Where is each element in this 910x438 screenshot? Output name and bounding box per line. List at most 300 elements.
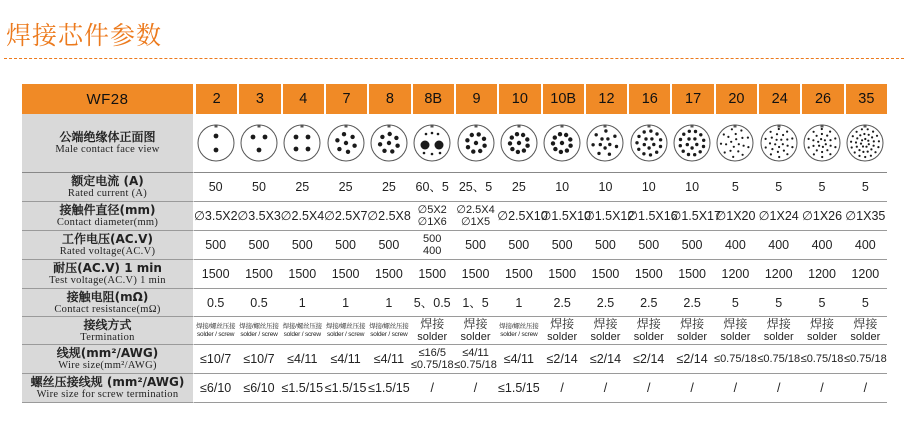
- contact-pin: [872, 131, 874, 133]
- value-text: ≤0.75/18: [800, 353, 844, 365]
- value-text: ≤1.5/15: [498, 381, 540, 395]
- value-cell: [670, 173, 713, 202]
- value-text: ∅1X24: [758, 209, 799, 223]
- contact-pin: [481, 137, 485, 141]
- value-cell: [584, 374, 627, 403]
- value-cell: [844, 374, 887, 403]
- contact-pin: [688, 130, 691, 133]
- contact-pin: [829, 131, 831, 133]
- contact-pin: [812, 145, 814, 147]
- value-cell: [367, 374, 410, 403]
- value-text: ∅5X2: [417, 204, 447, 216]
- contact-pin: [251, 135, 256, 140]
- contact-pin: [733, 146, 735, 148]
- contact-pin: [850, 141, 852, 143]
- contact-pin: [817, 141, 819, 143]
- row-label-zh: 接触件直径(mm): [59, 203, 156, 217]
- value-text: 400: [811, 238, 833, 252]
- column-header: 26: [800, 84, 843, 114]
- value-text: ≤6/10: [243, 381, 275, 395]
- contact-pin: [736, 138, 738, 140]
- contact-pin: [395, 144, 399, 148]
- contact-pin: [764, 146, 766, 148]
- value-cell: [670, 374, 713, 403]
- contact-pin: [826, 149, 828, 151]
- value-cell: [757, 345, 800, 374]
- contact-pin: [825, 143, 827, 145]
- contact-face-diagram: [715, 123, 755, 163]
- value-text: 焊接: [853, 317, 878, 331]
- contact-pin: [435, 141, 444, 150]
- value-text: /: [820, 381, 824, 395]
- contact-pin: [702, 145, 705, 148]
- contact-pin: [822, 146, 824, 148]
- value-text: ∅3.5X3: [237, 209, 281, 223]
- value-cell: [757, 231, 800, 260]
- value-text: 焊接: [680, 317, 705, 331]
- contact-pin: [778, 156, 780, 158]
- contact-pin: [644, 137, 647, 140]
- contact-face-diagram: [759, 123, 799, 163]
- value-cell: [627, 173, 670, 202]
- value-cell: [454, 374, 497, 403]
- value-text: 1200: [808, 267, 836, 281]
- value-cell: [454, 173, 497, 202]
- value-cell: [844, 317, 887, 345]
- value-cell: [237, 374, 280, 403]
- value-cell: [800, 260, 843, 289]
- value-text: solder / screw: [283, 330, 321, 338]
- contact-pin: [821, 156, 823, 158]
- row-label: [22, 173, 194, 202]
- column-header: 7: [324, 84, 367, 114]
- value-cell: [454, 289, 497, 317]
- contact-pin: [724, 151, 726, 153]
- value-cell: [367, 231, 410, 260]
- value-cell: [411, 260, 454, 289]
- contact-pin: [851, 146, 853, 148]
- contact-pin: [352, 144, 356, 148]
- row-diameter: [22, 202, 887, 231]
- contact-pin: [510, 147, 514, 151]
- value-cell: [281, 173, 324, 202]
- value-text: ∅1.5X10: [540, 209, 592, 223]
- contact-pin: [560, 141, 564, 145]
- contact-pin: [421, 141, 430, 150]
- value-text: ≤4/11: [330, 352, 361, 366]
- value-cell: [281, 231, 324, 260]
- row-test: [22, 260, 887, 289]
- row-label: [22, 289, 194, 317]
- model-cell: WF28: [22, 84, 194, 114]
- value-cell: [627, 231, 670, 260]
- contact-pin: [553, 147, 557, 151]
- value-text: 400: [854, 238, 876, 252]
- value-text: 25、5: [458, 180, 493, 194]
- value-text: 5: [775, 295, 783, 310]
- value-cell: [281, 374, 324, 403]
- value-text: ∅1.5X17: [670, 209, 721, 223]
- value-cell: [757, 260, 800, 289]
- contact-pin: [826, 135, 828, 137]
- value-text: ≤0.75/18: [843, 353, 887, 365]
- value-cell: [367, 173, 410, 202]
- value-text: ≤10/7: [243, 352, 275, 366]
- row-label-zh: 接线方式: [83, 317, 132, 332]
- contact-pin: [834, 137, 836, 139]
- value-text: ∅1X35: [845, 209, 886, 223]
- value-text: ≤2/14: [676, 352, 708, 366]
- contact-pin: [599, 143, 602, 146]
- value-text: 25: [295, 180, 310, 194]
- value-cell: [541, 231, 584, 260]
- value-cell: [281, 345, 324, 374]
- contact-pin: [343, 141, 347, 145]
- contact-pin: [775, 139, 777, 141]
- value-cell: [584, 289, 627, 317]
- column-header: 20: [714, 84, 757, 114]
- spec-table-container: [22, 84, 887, 403]
- value-text: solder / screw: [326, 330, 365, 338]
- value-cell: [670, 289, 713, 317]
- value-text: ≤4/11: [373, 352, 405, 366]
- value-cell: [627, 345, 670, 374]
- contact-pin: [862, 145, 864, 147]
- contact-pin: [865, 138, 867, 140]
- contact-pin: [725, 143, 727, 145]
- value-text: 5、0.5: [413, 295, 451, 310]
- contact-pin: [742, 137, 744, 139]
- contact-pin: [380, 135, 384, 139]
- value-cell: [237, 202, 280, 231]
- contact-pin: [652, 143, 655, 146]
- contact-pin: [738, 143, 740, 145]
- value-text: 1500: [504, 267, 533, 281]
- contact-pin: [394, 136, 398, 140]
- face-view-cell: [627, 114, 670, 173]
- contact-pin: [476, 132, 480, 136]
- value-cell: [454, 202, 497, 231]
- value-text: 焊接: [810, 317, 835, 331]
- value-text: ≤2/14: [546, 352, 578, 366]
- row-label-en: Wire size for screw termination: [36, 389, 179, 400]
- value-cell: [281, 317, 324, 345]
- contact-pin: [508, 141, 512, 145]
- value-cell: [237, 260, 280, 289]
- face-view-cell: [541, 114, 584, 173]
- contact-pin: [694, 130, 697, 133]
- row-label: [22, 260, 194, 289]
- contact-pin: [650, 137, 653, 140]
- contact-pin: [614, 135, 617, 138]
- contact-pin: [350, 135, 354, 139]
- value-cell: [714, 202, 757, 231]
- contact-pin: [509, 135, 513, 139]
- contact-pin: [431, 153, 434, 156]
- contact-pin: [861, 128, 863, 130]
- contact-pin: [635, 141, 638, 144]
- value-cell: [194, 345, 237, 374]
- contact-pin: [565, 148, 569, 152]
- contact-pin: [482, 144, 486, 148]
- contact-pin: [553, 135, 557, 139]
- value-text: ≤1.5/15: [281, 381, 324, 395]
- value-text: 焊接: [593, 317, 618, 331]
- value-text: 焊接: [723, 317, 748, 331]
- value-text: ∅2.5X4: [280, 209, 325, 223]
- value-text: solder: [850, 331, 881, 343]
- value-cell: [324, 231, 367, 260]
- row-label-en: Male contact face view: [55, 144, 160, 155]
- value-text: 0.5: [206, 295, 225, 310]
- value-cell: [194, 173, 237, 202]
- value-text: 焊接/螺丝压接: [369, 322, 409, 330]
- contact-pin: [769, 131, 771, 133]
- column-header: 8: [367, 84, 410, 114]
- contact-pin: [515, 132, 519, 136]
- row-label: [22, 231, 194, 260]
- value-text: 2.5: [553, 295, 571, 310]
- face-view-cell: [800, 114, 843, 173]
- contact-pin: [821, 151, 823, 153]
- contact-pin: [431, 132, 434, 135]
- contact-pin: [786, 131, 788, 133]
- contact-pin: [655, 132, 658, 135]
- value-cell: [324, 260, 367, 289]
- row-label: [22, 345, 194, 374]
- contact-pin: [568, 137, 572, 141]
- contact-pin: [731, 128, 733, 130]
- contact-pin: [473, 141, 477, 145]
- value-cell: [497, 345, 540, 374]
- contact-pin: [378, 142, 382, 146]
- row-label-en: Contact diameter(mm): [56, 217, 159, 228]
- value-text: 2.5: [683, 295, 701, 310]
- value-text: 1500: [591, 267, 620, 281]
- contact-face-diagram: [456, 123, 496, 163]
- column-header: 12: [584, 84, 627, 114]
- contact-pin: [776, 133, 778, 135]
- value-cell: [454, 260, 497, 289]
- contact-pin: [469, 133, 473, 137]
- value-text: 5: [818, 180, 826, 194]
- value-text: 400: [768, 238, 790, 252]
- value-cell: [497, 289, 540, 317]
- value-text: 1500: [288, 267, 317, 281]
- contact-face-diagram: [802, 123, 842, 163]
- value-cell: [800, 374, 843, 403]
- contact-pin: [564, 133, 568, 137]
- value-text: 500: [465, 238, 486, 252]
- value-text: 10: [641, 180, 656, 194]
- contact-face-diagram: [239, 123, 279, 163]
- value-text: 500: [291, 238, 313, 252]
- value-cell: [714, 345, 757, 374]
- contact-pin: [213, 134, 218, 139]
- value-text: 5: [861, 295, 869, 310]
- contact-pin: [876, 135, 878, 137]
- contact-pin: [859, 149, 861, 151]
- contact-pin: [559, 150, 563, 154]
- column-header: 10B: [541, 84, 584, 114]
- row-label: [22, 374, 194, 403]
- value-cell: [757, 289, 800, 317]
- contact-pin: [686, 143, 689, 146]
- value-cell: [670, 260, 713, 289]
- value-cell: [584, 231, 627, 260]
- contact-pin: [786, 153, 788, 155]
- value-text: ∅1X5: [460, 216, 491, 228]
- value-cell: [714, 374, 757, 403]
- row-label-zh: 线规(mm²/AWG): [56, 346, 159, 360]
- value-cell: [541, 345, 584, 374]
- contact-pin: [465, 138, 469, 142]
- contact-pin: [695, 143, 698, 146]
- value-cell: [714, 289, 757, 317]
- contact-pin: [867, 151, 869, 153]
- value-text: 25: [338, 180, 353, 194]
- value-cell: [714, 231, 757, 260]
- column-header: 17: [670, 84, 713, 114]
- contact-pin: [423, 152, 426, 155]
- contact-pin: [830, 145, 832, 147]
- value-text: 1500: [245, 267, 273, 281]
- value-text: 5: [731, 180, 739, 194]
- value-cell: [583, 202, 635, 231]
- value-cell: [670, 317, 713, 345]
- value-cell: [324, 202, 367, 231]
- value-text: ≤2/14: [589, 352, 622, 366]
- value-text: 25: [381, 180, 396, 194]
- value-cell: [757, 202, 800, 231]
- value-text: /: [560, 381, 564, 395]
- contact-pin: [856, 131, 858, 133]
- row-label: [22, 114, 194, 173]
- contact-pin: [649, 129, 652, 132]
- contact-pin: [733, 156, 735, 158]
- value-text: solder: [720, 331, 751, 343]
- value-text: ≤4/11: [462, 347, 489, 359]
- contact-pin: [829, 139, 831, 141]
- value-text: solder / screw: [370, 330, 408, 338]
- value-cell: [541, 374, 584, 403]
- contact-pin: [857, 137, 859, 139]
- row-label-zh: 工作电压(AC.V): [62, 232, 153, 246]
- contact-pin: [769, 142, 771, 144]
- row-label-en: Rated voltage(AC.V): [59, 246, 156, 257]
- face-view-cell: [584, 114, 627, 173]
- contact-pin: [649, 153, 652, 156]
- contact-pin: [608, 153, 611, 156]
- value-cell: [411, 202, 454, 231]
- contact-pin: [870, 155, 872, 157]
- value-text: solder: [677, 331, 708, 343]
- row-label-zh: 螺丝压接线规 (mm²/AWG): [30, 375, 185, 389]
- value-text: 1500: [678, 267, 706, 281]
- value-text: ≤0.75/18: [410, 359, 454, 371]
- value-text: solder: [590, 331, 621, 343]
- contact-pin: [738, 150, 740, 152]
- contact-pin: [821, 128, 823, 130]
- contact-pin: [693, 153, 696, 156]
- row-resistance: [22, 289, 887, 317]
- row-wire: [22, 345, 887, 374]
- value-text: 10: [555, 180, 570, 194]
- value-cell: [237, 289, 280, 317]
- spec-table: [22, 84, 887, 403]
- contact-pin: [345, 150, 349, 154]
- column-header: 3: [237, 84, 280, 114]
- value-cell: [281, 260, 324, 289]
- value-text: 400: [423, 245, 442, 257]
- contact-pin: [642, 130, 645, 133]
- contact-pin: [748, 146, 750, 148]
- value-cell: [411, 289, 454, 317]
- value-text: 5: [818, 295, 826, 310]
- value-cell: [584, 260, 627, 289]
- value-text: 500: [681, 238, 703, 252]
- contact-pin: [720, 143, 722, 145]
- value-text: ≤10/7: [200, 352, 232, 366]
- contact-pin: [437, 133, 440, 136]
- column-header: 8B: [411, 84, 454, 114]
- contact-pin: [743, 145, 745, 147]
- value-text: 500: [551, 238, 573, 252]
- row-termination: [22, 317, 887, 345]
- contact-pin: [780, 139, 782, 141]
- contact-pin: [655, 151, 658, 154]
- contact-pin: [690, 146, 693, 149]
- contact-pin: [859, 155, 861, 157]
- value-text: 焊接: [550, 317, 575, 331]
- contact-face-diagram: [629, 123, 669, 163]
- contact-pin: [682, 133, 685, 136]
- value-cell: [497, 317, 540, 345]
- contact-pin: [607, 137, 610, 140]
- value-text: 焊接: [636, 317, 661, 331]
- face-view-cell: [194, 114, 237, 173]
- value-cell: [367, 345, 410, 374]
- row-label-en: Test voltage(AC.V) 1 min: [49, 275, 166, 286]
- value-cell: [194, 317, 237, 345]
- face-view-cell: [237, 114, 280, 173]
- contact-pin: [731, 141, 733, 143]
- value-text: 焊接: [420, 317, 445, 331]
- value-text: 1、5: [462, 295, 489, 310]
- value-cell: [627, 317, 670, 345]
- contact-pin: [860, 134, 862, 136]
- contact-face-diagram: [326, 123, 366, 163]
- contact-pin: [387, 141, 391, 145]
- value-text: ∅1X26: [801, 209, 843, 223]
- value-cell: [194, 289, 237, 317]
- contact-pin: [465, 145, 469, 149]
- column-header: 2: [194, 84, 237, 114]
- value-text: ∅1X6: [417, 216, 447, 228]
- value-cell: [367, 289, 410, 317]
- value-text: solder: [807, 331, 838, 343]
- value-text: ≤0.75/18: [454, 359, 497, 371]
- contact-pin: [854, 151, 856, 153]
- value-text: /: [690, 381, 694, 395]
- contact-pin: [522, 148, 526, 152]
- contact-face-diagram: [845, 123, 885, 163]
- row-label-en: Wire size(mm²/AWG): [58, 360, 157, 371]
- value-cell: [800, 289, 843, 317]
- contact-pin: [682, 150, 685, 153]
- value-cell: [844, 345, 887, 374]
- value-cell: [367, 317, 410, 345]
